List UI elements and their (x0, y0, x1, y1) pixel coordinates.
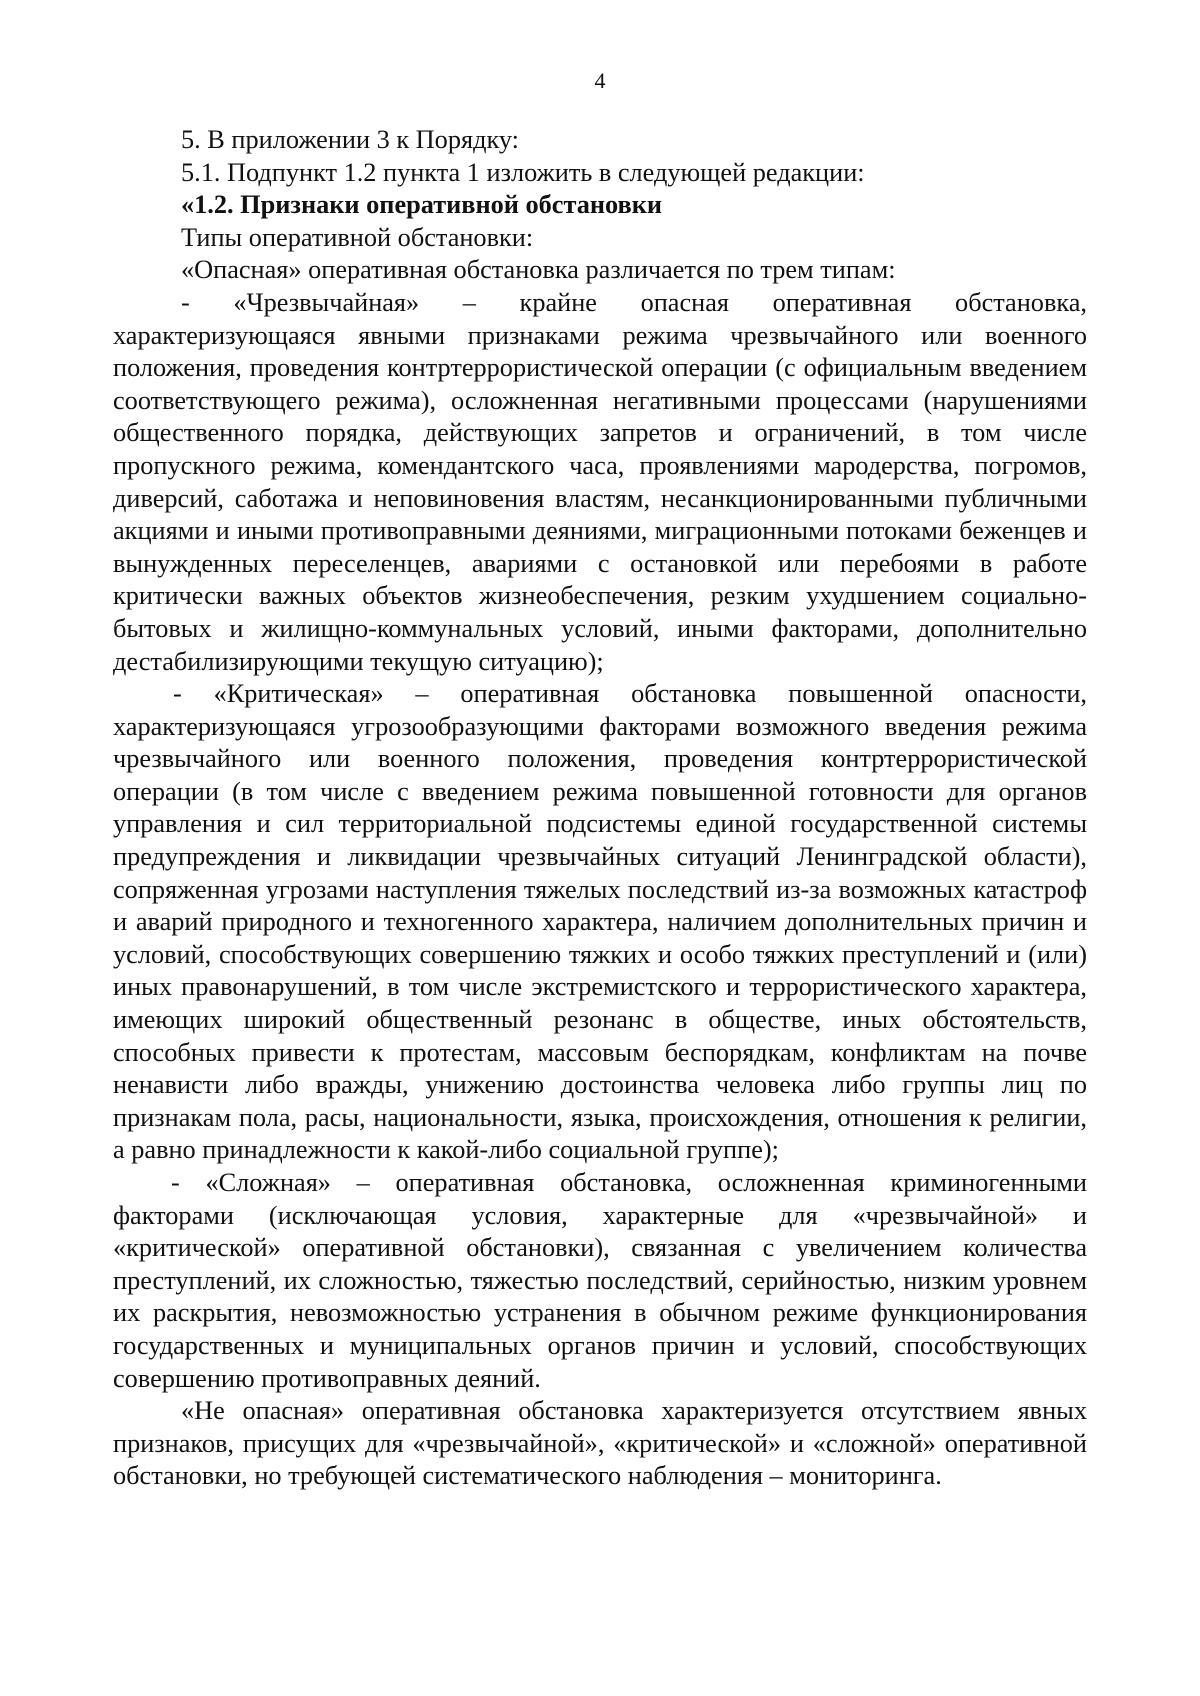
list-item-critical: - «Критическая» – оперативная обстановка повышенной опасности, характеризующаяся угрозообразующими факторами возможного введения режима чрезвычайного или военного положения, проведения контртеррористической операции (в том числе с введением режима повышенной готовности для органов управления и сил территориальной подсистемы единой государственной системы предупреждения и ликвидации чрезвычайных ситуаций Ленинградской области), сопряженная угрозами наступления тяжелых последствий из-за возможных катастроф и аварий природного и техногенного характера, наличием дополнительных причин и условий, способствующих совершению тяжких и особо тяжких преступлений и (или) иных правонарушений, в том числе экстремистского и террористического характера, имеющих широкий общественный резонанс в обществе, иных обстоятельств, способных привести к протестам, массовым беспорядкам, конфликтам на почве ненависти либо вражды, унижению достоинства человека либо группы лиц по признакам пола, расы, национальности, языка, происхождения, отношения к религии, а равно принадлежности к какой-либо социальной группе); (113, 679, 1087, 1165)
document-body (113, 124, 1087, 1493)
closing-paragraph: «Не опасная» оперативная обстановка характеризуется отсутствием явных признаков, присущих для «чрезвычайной», «критической» и «сложной» оперативной обстановки, но требующей систематического наблюдения – мониторинга. (113, 1396, 1087, 1491)
page-number: 4 (594, 68, 606, 93)
list-item-emergency: - «Чрезвычайная» – крайне опасная оперативная обстановка, характеризующаяся явными признаками режима чрезвычайного или военного положения, проведения контртеррористической операции (с официальным введением соответствующего режима), осложненная негативными процессами (нарушениями общественного порядка, действующих запретов и ограничений, в том числе пропускного режима, комендантского часа, проявлениями мародерства, погромов, диверсий, саботажа и неповиновения властям, несанкционированными публичными акциями и иными противоправными деяниями, миграционными потоками беженцев и вынужденных переселенцев, авариями с остановкой или перебоями в работе критически важных объектов жизнеобеспечения, резким ухудшением социально-бытовых и жилищно-коммунальных условий, иными факторами, дополнительно дестабилизирующими текущую ситуацию); (113, 287, 1087, 676)
subpoint-line: 5.1. Подпункт 1.2 пункта 1 изложить в следующей редакции: (181, 157, 865, 187)
types-label: Типы оперативной обстановки: (181, 222, 534, 252)
dangerous-intro: «Опасная» оперативная обстановка различается по трем типам: (181, 255, 896, 285)
amendment-line: 5. В приложении 3 к Порядку: (181, 125, 519, 154)
section-heading: «1.2. Признаки оперативной обстановки (181, 190, 663, 220)
list-item-complex: - «Сложная» – оперативная обстановка, осложненная криминогенными факторами (исключающая условия, характерные для «чрезвычайной» и «критической» оперативной обстановки), связанная с увеличением количества преступлений, их сложностью, тяжестью последствий, серийностью, низким уровнем их раскрытия, невозможностью устранения в обычном режиме функционирования государственных и муниципальных органов причин и условий, способствующих совершению противоправных деяний. (113, 1168, 1087, 1393)
